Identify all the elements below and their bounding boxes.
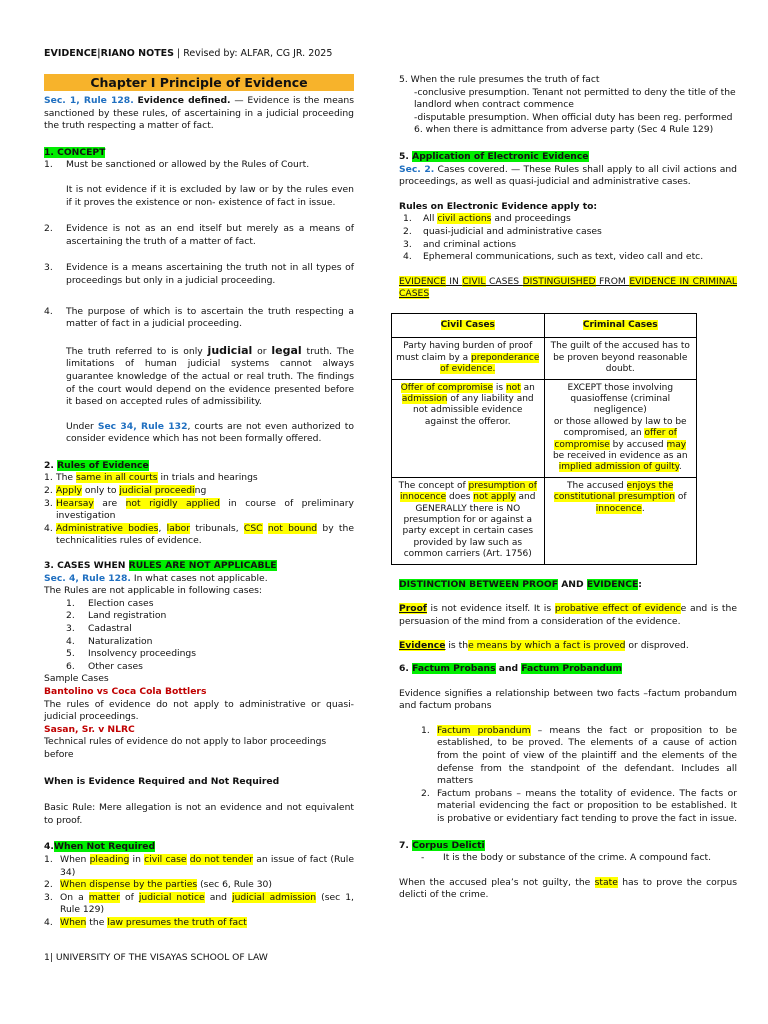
text-run: of xyxy=(675,492,687,503)
concept-item-1: 1. Must be sanctioned or allowed by the Rules of Court. xyxy=(44,159,310,171)
rules-item-1: 1. The same in all courts in trials and hearings xyxy=(44,472,258,484)
text-run: not apply xyxy=(473,492,516,503)
text-run: does xyxy=(446,492,474,503)
list-item: 4. Ephemeral communications, such as text, video call and etc. xyxy=(403,251,704,263)
text-run: : xyxy=(638,578,642,590)
text-run: . xyxy=(678,462,682,473)
list-item: 2. quasi-judicial and administrative cases xyxy=(403,225,602,237)
list-item: 1. When pleading in civil case do not tender an issue of fact (Rule 34) xyxy=(44,853,354,878)
text-run: law presumes the truth of fact xyxy=(107,916,247,928)
concept-item-2: 2. Evidence is not as an end itself but merely as a means of ascertaining the truth of a matter of fact. xyxy=(44,223,354,247)
list-item: 6. Other cases xyxy=(66,660,143,672)
case1-text: The rules of evidence do not apply to administrative or quasi- judicial proceedings. xyxy=(44,698,354,723)
case1-name: Bantolino vs Coca Cola Bottlers xyxy=(44,685,207,697)
text-run: Offer of compromise xyxy=(400,382,494,393)
text-run: When xyxy=(60,853,90,865)
text-run: EVIDENCE xyxy=(586,578,639,590)
rules-item-2: 2. Apply only to judicial proceeding xyxy=(44,485,207,497)
sec1-ref: Sec. 1, Rule 128. xyxy=(44,95,134,106)
text-run: EXCEPT those involving quasioffense (criminal negligence) xyxy=(567,382,674,416)
criminal-cell xyxy=(544,477,697,564)
concept-note: It is not evidence if it is excluded by law or by the rules even if it proves the existence or non- existence of fact in issue. xyxy=(66,183,354,208)
list-item: 2. Land registration xyxy=(66,610,167,622)
criminal-cell xyxy=(544,338,697,379)
text-run: presumption of innocence xyxy=(400,480,537,503)
text-run: Factum probandum xyxy=(437,724,531,736)
text-run: EVIDENCE IN CRIMINAL CASES xyxy=(399,275,737,300)
text-run: offer of compromise xyxy=(554,428,677,450)
proof-paragraph xyxy=(399,603,737,628)
text-run: be received in evidence as an xyxy=(552,450,688,461)
text-run: judicial notice xyxy=(138,891,205,903)
text-run: CASES xyxy=(485,275,523,287)
text-run: When xyxy=(60,916,87,928)
distinguish-heading xyxy=(399,276,737,301)
concept-heading: 1. CONCEPT xyxy=(44,146,106,158)
text-run: EVIDENCE xyxy=(399,275,446,287)
sec4-paragraph: Sec. 4, Rule 128. In what cases not applicable. xyxy=(44,572,268,584)
text-run: (sec 6, Rule 30) xyxy=(197,879,272,891)
sec1-paragraph xyxy=(44,95,354,133)
text-run: is not evidence itself. It is xyxy=(426,603,555,615)
text-run: FROM xyxy=(595,275,630,287)
text-run: The concept of xyxy=(398,480,469,491)
distinction-heading xyxy=(399,579,737,592)
item5-title: 5. When the rule presumes the truth of fact xyxy=(399,74,600,85)
sec1-text: — Evidence is the means sanctioned by these rules, of ascertaining in a judicial proceeding the truth respecting a matter of fact. xyxy=(44,95,354,132)
truth-paragraph: The truth referred to is only judicial or legal truth. The limitations of human judicial systems cannot always guarantee knowledge of the actual or real truth. The findings of the court would depend on the evidence presented before it based on accepted rules of admissibility. xyxy=(66,343,354,408)
text-run: e means by which a fact is proved xyxy=(468,640,626,652)
text-run: and GENERALLY there is NO presumption for or against a party except in certain cases provided by law such as common carriers (Art. 1756) xyxy=(402,492,536,560)
text-run: is th xyxy=(445,640,469,652)
evidence-paragraph xyxy=(399,640,737,653)
table-row xyxy=(392,379,697,477)
corpus-heading: 7. Corpus Delicti xyxy=(399,839,485,851)
when-heading: When is Evidence Required and Not Required xyxy=(44,775,280,787)
text-run: admission xyxy=(401,393,448,404)
table-header-criminal: Criminal Cases xyxy=(544,313,697,337)
list-item: 2. Factum probans – means the totality of evidence. The facts or material evidencing the fact or proposition to be established. It is probative or evidentiary fact tending to prove the fact in issue. xyxy=(421,787,738,824)
text-run: Ephemeral communications, such as text, video call and etc. xyxy=(423,251,704,263)
text-run: or disproved. xyxy=(625,640,689,652)
text-run: has to prove the corpus delicti of the crime. xyxy=(399,876,737,901)
factum-intro: Evidence signifies a relationship between two facts –factum probandum and factum probans xyxy=(399,687,737,712)
text-run: preponderance of evidence. xyxy=(440,352,540,375)
text-run: pleading xyxy=(89,853,130,865)
text-run: AND xyxy=(558,578,587,590)
factum-list xyxy=(399,725,737,826)
text-run: . xyxy=(641,503,645,514)
list-item: 1. Factum probandum – means the fact or proposition to be established, to be proved. The elements of a cause of action from the point of view of the plaintiff and the elements of the defense from the standpoint of the defendant. Includes all matters xyxy=(421,724,737,787)
text-run: e and is the persuasion of the mind from a consideration of the evidence. xyxy=(399,603,737,627)
text-run: and xyxy=(495,663,522,674)
table-row xyxy=(392,477,697,564)
text-run: Party having burden of proof must claim by a xyxy=(396,341,533,363)
list-item: 3. and criminal actions xyxy=(403,238,517,250)
running-header xyxy=(44,48,332,59)
text-run: CIVIL xyxy=(462,275,486,287)
text-run: When the accused plea’s not guilty, the xyxy=(399,876,595,888)
criminal-cell xyxy=(544,379,697,477)
text-run: On a xyxy=(60,891,89,903)
text-run: judicial admission xyxy=(232,891,317,903)
left-column xyxy=(44,74,354,929)
rules-item-3: 3. Hearsay are not rigidly applied in course of preliminary investigation xyxy=(44,497,354,522)
text-run: of xyxy=(119,891,139,903)
not-applicable-list xyxy=(44,598,354,674)
text-run: matter xyxy=(88,891,120,903)
sec4-intro: The Rules are not applicable in following cases: xyxy=(44,585,263,597)
text-run: The guilt of the accused has to be proven beyond reasonable doubt. xyxy=(550,341,690,375)
text-run: Evidence xyxy=(399,640,446,652)
right-column xyxy=(396,74,738,902)
case2-text: Technical rules of evidence do not apply to labor proceedings before xyxy=(44,736,327,760)
text-run: state xyxy=(594,876,618,888)
text-run: civil actions xyxy=(437,213,492,225)
text-run: or those allowed by law to be compromised, an xyxy=(553,416,687,439)
list-item: 1. Election cases xyxy=(66,597,154,609)
text-run: DISTINCTION xyxy=(399,578,470,590)
list-item: 5. Insolvency proceedings xyxy=(66,648,197,660)
text-run: the xyxy=(86,916,108,928)
text-run: may xyxy=(666,439,687,450)
concept-item-3: 3. Evidence is a means ascertaining the truth not in all types of proceedings but only in a judicial proceeding. xyxy=(44,262,354,286)
under-paragraph: Under Sec 34, Rule 132, courts are not even authorized to consider evidence which has not been formally offered. xyxy=(66,420,354,445)
text-run: is xyxy=(493,382,506,393)
text-run: in xyxy=(129,853,145,865)
text-run: All xyxy=(423,213,438,225)
text-run: IN xyxy=(445,275,463,287)
basic-rule: Basic Rule: Mere allegation is not an evidence and not equivalent to proof. xyxy=(44,802,354,826)
text-run: When dispense by the parties xyxy=(60,879,198,891)
text-run: Factum probans – means the totality of evidence. The facts or material evidencing the fact or proposition to be established. It is probative or evidentiary fact tending to prove the fact in issue. xyxy=(437,787,738,824)
text-run: not xyxy=(505,382,521,393)
table-header-civil: Civil Cases xyxy=(392,313,545,337)
comparison-table xyxy=(391,313,697,565)
text-run: by accused xyxy=(609,439,667,450)
text-run: implied admission of guilty xyxy=(558,462,679,473)
case2-name: Sasan, Sr. v NLRC xyxy=(44,723,135,735)
application-heading: 5. Application of Electronic Evidence xyxy=(399,150,589,162)
rules-heading: 2. Rules of Evidence xyxy=(44,459,149,471)
text-run: DISTINGUISHED xyxy=(522,275,596,287)
text-run: of any liability and not admissible evidence against the offeror. xyxy=(413,393,534,427)
text-run: and xyxy=(204,891,233,903)
list-item: 2. When dispense by the parties (sec 6, Rule 30) xyxy=(44,879,272,891)
text-run: enjoys the constitutional presumption xyxy=(553,480,676,503)
text-run: and criminal actions xyxy=(423,238,517,250)
text-run: Proof xyxy=(399,603,427,615)
list-item: 4. Naturalization xyxy=(66,635,153,647)
chapter-title: Chapter I Principle of Evidence xyxy=(44,74,354,91)
text-run: Factum Probans xyxy=(412,663,496,674)
list-item: 3. Cadastral xyxy=(66,623,132,634)
text-run: probative effect of evidenc xyxy=(554,603,681,615)
text-run: quasi-judicial and administrative cases xyxy=(423,225,602,237)
cases-heading: 3. CASES WHEN RULES ARE NOT APPLICABLE xyxy=(44,560,277,572)
ee-heading: Rules on Electronic Evidence apply to: xyxy=(399,200,598,212)
rules-item-4: 4. Administrative bodies, labor tribunals, CSC not bound by the technicalities rules of evidence. xyxy=(44,522,355,547)
sec2-paragraph: Sec. 2. Cases covered. — These Rules shall apply to all civil actions and proceedings, as well as quasi-judicial and administrative cases. xyxy=(399,163,737,188)
text-run: Factum Probandum xyxy=(521,663,622,674)
notreq-heading: 4.When Not Required xyxy=(44,841,156,853)
text-run: The accused xyxy=(567,480,627,491)
civil-cell xyxy=(392,379,545,477)
notreq-list xyxy=(44,854,354,930)
list-item: 3. On a matter of judicial notice and judicial admission (sec 1, Rule 129) xyxy=(44,891,354,916)
sample-cases-label: Sample Cases xyxy=(44,673,109,685)
text-run: an issue of fact (Rule 34) xyxy=(60,853,354,878)
corpus-item: - It is the body or substance of the crime. A compound fact. xyxy=(421,852,712,864)
page-footer: 1| UNIVERSITY OF THE VISAYAS SCHOOL OF LAW xyxy=(44,952,268,963)
text-run: do not tender xyxy=(189,853,253,865)
text-run: 6. xyxy=(399,663,413,674)
sec1-title: Evidence defined. xyxy=(137,95,231,106)
concept-item-4: 4. The purpose of which is to ascertain the truth respecting a matter of fact in a judicial proceeding. xyxy=(44,305,354,330)
table-row xyxy=(392,338,697,379)
text-run: an xyxy=(520,382,535,393)
text-run: and proceedings xyxy=(491,213,571,225)
text-run: (sec 1, Rule 129) xyxy=(60,891,354,916)
header-revised: | Revised by: ALFAR, CG JR. 2025 xyxy=(174,48,333,59)
civil-cell xyxy=(392,338,545,379)
ee-list xyxy=(399,213,737,263)
text-run: – means the fact or proposition to be established, to be proved. The elements of a cause of action from the point of view of the plaintiff and the elements of the defense from the standpoint of the defendant. Includes all matters xyxy=(437,724,737,787)
text-run: BETWEEN PROOF xyxy=(469,578,558,590)
header-title: EVIDENCE|RIANO NOTES xyxy=(44,48,175,59)
list-item: 4. When the law presumes the truth of fact xyxy=(44,916,247,928)
list-item: 1. All civil actions and proceedings xyxy=(403,213,571,225)
corpus-paragraph xyxy=(399,877,737,902)
civil-cell xyxy=(392,477,545,564)
text-run: civil case xyxy=(144,853,187,865)
factum-heading xyxy=(399,663,737,676)
text-run: innocence xyxy=(595,503,642,514)
item5-lines: -conclusive presumption. Tenant not permitted to deny the title of the landlord when contract commence -disputable presumption. When official duty has been reg. performed 6. when there is admittance from adverse party (Sec 4 Rule 129) xyxy=(414,86,736,136)
